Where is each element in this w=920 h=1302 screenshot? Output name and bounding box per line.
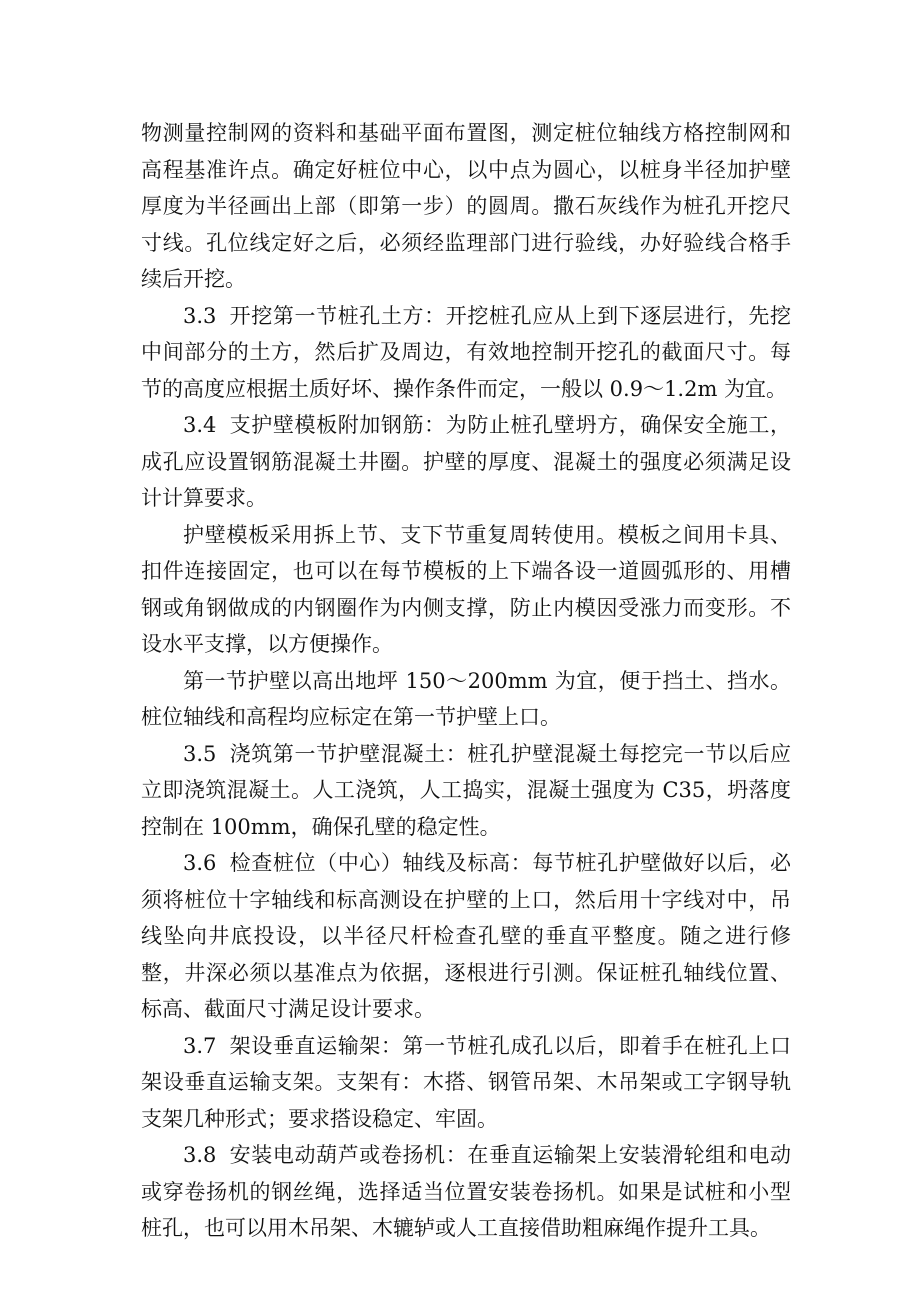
paragraph-text: 支护壁模板附加钢筋：为防止桩孔壁坍方，确保安全施工，成孔应设置钢筋混凝土井圈。护壁的厚度、混凝土的强度必须满足设计计算要求。 bbox=[141, 413, 791, 510]
paragraph-3-8 bbox=[141, 1137, 791, 1247]
paragraph-continuation bbox=[141, 115, 791, 298]
document-page bbox=[141, 115, 791, 1247]
paragraph-text: 架设垂直运输架：第一节桩孔成孔以后，即着手在桩孔上口架设垂直运输支架。支架有：木搭、钢管吊架、木吊架或工字钢导轨支架几种形式；要求搭设稳定、牢固。 bbox=[141, 1033, 791, 1131]
paragraph-text: 检查桩位（中心）轴线及标高：每节桩孔护壁做好以后，必须将桩位十字轴线和标高测设在护壁的上口，然后用十字线对中，吊线坠向井底投设，以半径尺杆检查孔壁的垂直平整度。随之进行修整，井深必须以基准点为依据，逐根进行引测。保证桩孔轴线位置、标高、截面尺寸满足设计要求。 bbox=[141, 851, 791, 1021]
section-number: 3.8 bbox=[183, 1143, 217, 1167]
paragraph-text: 安装电动葫芦或卷扬机：在垂直运输架上安装滑轮组和电动或穿卷扬机的钢丝绳，选择适当位置安装卷扬机。如果是试桩和小型桩孔，也可以用木吊架、木辘轳或人工直接借助粗麻绳作提升工具。 bbox=[141, 1143, 791, 1240]
section-number: 3.5 bbox=[183, 741, 217, 766]
paragraph-text: 开挖第一节桩孔土方：开挖桩孔应从上到下逐层进行，先挖中间部分的土方，然后扩及周边，有效地控制开挖孔的截面尺寸。每节的高度应根据土质好坏、操作条件而定，一般以 0.9～1.2m 为宜。 bbox=[141, 303, 791, 401]
paragraph-text: 第一节护壁以高出地坪 150～200mm 为宜，便于挡土、挡水。桩位轴线和高程均应标定在第一节护壁上口。 bbox=[141, 668, 791, 729]
paragraph-3-3 bbox=[141, 298, 791, 408]
paragraph-3-7 bbox=[141, 1028, 791, 1138]
paragraph-3-6 bbox=[141, 845, 791, 1028]
paragraph-text: 物测量控制网的资料和基础平面布置图，测定桩位轴线方格控制网和高程基准许点。确定好桩位中心，以中点为圆心，以桩身半径加护壁厚度为半径画出上部（即第一步）的圆周。撒石灰线作为桩孔开挖尺寸线。孔位线定好之后，必须经监理部门进行验线，办好验线合格手续后开挖。 bbox=[141, 121, 791, 291]
paragraph-first-wall bbox=[141, 663, 791, 736]
paragraph-text: 护壁模板采用拆上节、支下节重复周转使用。模板之间用卡具、扣件连接固定，也可以在每节模板的上下端各设一道圆弧形的、用槽钢或角钢做成的内钢圈作为内侧支撑，防止内模因受涨力而变形。不设水平支撑，以方便操作。 bbox=[141, 522, 791, 656]
paragraph-text: 浇筑第一节护壁混凝土：桩孔护壁混凝土每挖完一节以后应立即浇筑混凝土。人工浇筑，人工捣实，混凝土强度为 C35，坍落度控制在 100mm，确保孔壁的稳定性。 bbox=[141, 741, 791, 839]
section-number: 3.7 bbox=[183, 1033, 217, 1058]
section-number: 3.4 bbox=[183, 413, 217, 437]
section-number: 3.6 bbox=[183, 851, 217, 875]
paragraph-3-4 bbox=[141, 407, 791, 517]
paragraph-formwork bbox=[141, 517, 791, 663]
section-number: 3.3 bbox=[183, 303, 217, 328]
paragraph-3-5 bbox=[141, 736, 791, 846]
